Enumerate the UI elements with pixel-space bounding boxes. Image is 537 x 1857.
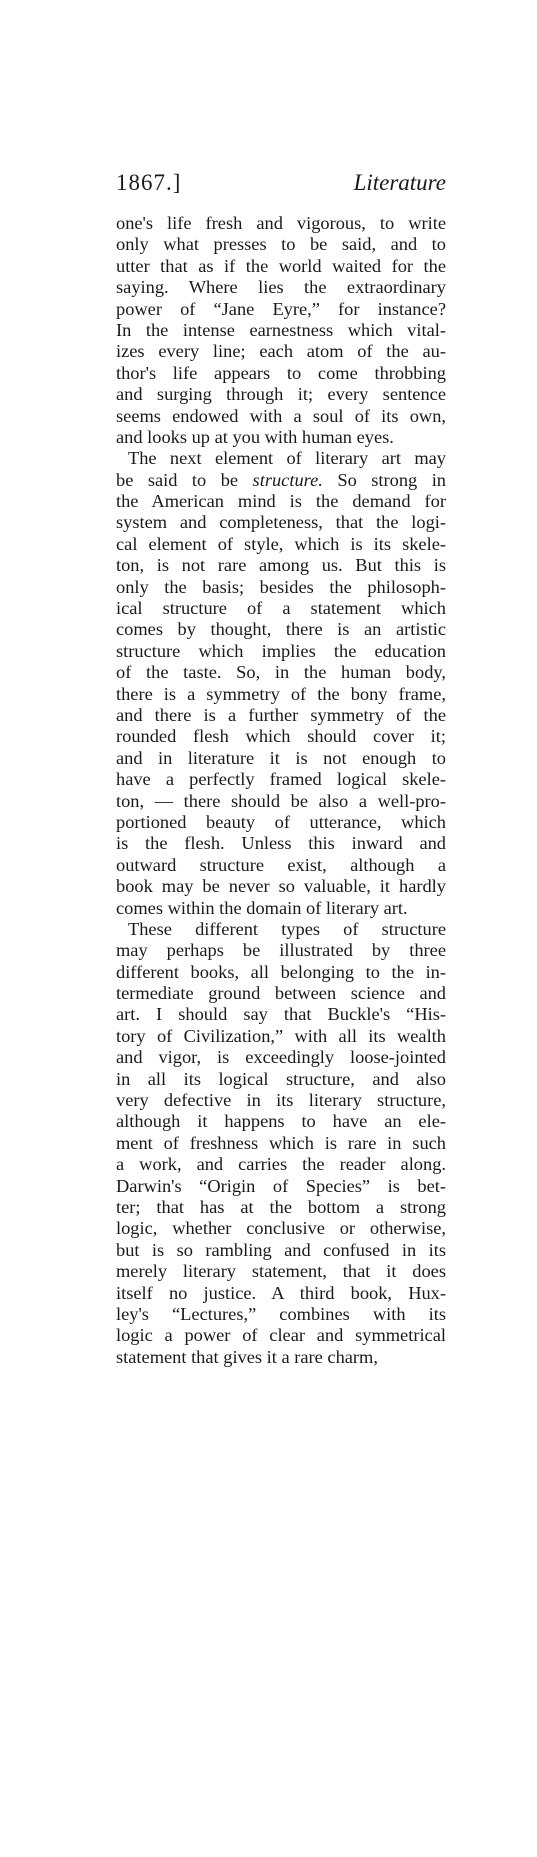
text-line: izes every line; each atom of the au- — [116, 341, 446, 362]
text-line: These different types of structure — [128, 918, 446, 939]
body-text — [116, 213, 446, 1368]
text-line: termediate ground between science and — [116, 983, 446, 1004]
text-line: power of “Jane Eyre,” for instance? — [116, 298, 446, 319]
text-line: art. I should say that Buckle's “His- — [116, 1004, 446, 1025]
text-line: ton, is not rare among us. But this is — [116, 555, 446, 576]
text-line: logic a power of clear and symmetrical — [116, 1325, 446, 1346]
text-line: ley's “Lectures,” combines with its — [116, 1303, 446, 1324]
text-line: thor's life appears to come throbbing — [116, 362, 446, 383]
text-line: have a perfectly framed logical skele- — [116, 769, 446, 790]
text-line: only the basis; besides the philosoph- — [116, 576, 446, 597]
text-line: seems endowed with a soul of its own, — [116, 405, 446, 426]
text-line: and there is a further symmetry of the — [116, 704, 446, 725]
paragraph — [116, 448, 446, 919]
text-line: and looks up at you with human eyes. — [116, 426, 394, 447]
text-line: very defective in its literary structure, — [116, 1090, 446, 1111]
text-line: The next element of literary art may — [128, 448, 446, 469]
paragraph — [116, 213, 446, 448]
text-line: is the flesh. Unless this inward and — [116, 833, 446, 854]
text-line: ical structure of a statement which — [116, 598, 446, 619]
text-line: and surging through it; every sentence — [116, 384, 446, 405]
text-line: tory of Civilization,” with all its wealth — [116, 1025, 446, 1046]
text-line: in all its logical structure, and also — [116, 1068, 446, 1089]
page-year: 1867.] — [116, 170, 182, 195]
text-line: there is a symmetry of the bony frame, — [116, 683, 446, 704]
text-line: different books, all belonging to the in- — [116, 961, 446, 982]
text-line: structure which implies the education — [116, 640, 446, 661]
text-line: portioned beauty of utterance, which — [116, 811, 446, 832]
text-line: statement that gives it a rare charm, — [116, 1346, 378, 1367]
text-line: outward structure exist, although a — [116, 854, 446, 875]
text-line: rounded flesh which should cover it; — [116, 726, 446, 747]
text-line: although it happens to have an ele- — [116, 1111, 446, 1132]
paragraph — [116, 919, 446, 1368]
running-head — [116, 170, 446, 200]
text-line: be said to be structure. So strong in — [116, 469, 446, 490]
text-line: and vigor, is exceedingly loose-jointed — [116, 1047, 446, 1068]
text-line: and in literature it is not enough to — [116, 747, 446, 768]
text-line: comes by thought, there is an artistic — [116, 619, 446, 640]
text-line: In the intense earnestness which vital- — [116, 319, 446, 340]
text-line: but is so rambling and confused in its — [116, 1239, 446, 1260]
text-line: merely literary statement, that it does — [116, 1261, 446, 1282]
text-line: a work, and carries the reader along. — [116, 1154, 446, 1175]
text-line: saying. Where lies the extraordinary — [116, 277, 446, 298]
text-line: only what presses to be said, and to — [116, 234, 446, 255]
text-line: utter that as if the world waited for the — [116, 255, 446, 276]
text-line: ment of freshness which is rare in such — [116, 1132, 446, 1153]
text-line: the American mind is the demand for — [116, 491, 446, 512]
text-line: comes within the domain of literary art. — [116, 897, 408, 918]
text-line: ter; that has at the bottom a strong — [116, 1196, 446, 1217]
text-line: itself no justice. A third book, Hux- — [116, 1282, 446, 1303]
text-line: logic, whether conclusive or otherwise, — [116, 1218, 446, 1239]
text-line: book may be never so valuable, it hardly — [116, 876, 446, 897]
text-line: one's life fresh and vigorous, to write — [116, 213, 446, 233]
text-line: system and completeness, that the logi- — [116, 512, 446, 533]
text-line: may perhaps be illustrated by three — [116, 940, 446, 961]
text-line: Darwin's “Origin of Species” is bet- — [116, 1175, 446, 1196]
section-title: Literature — [353, 170, 446, 195]
text-line: of the taste. So, in the human body, — [116, 662, 446, 683]
text-line: cal element of style, which is its skele- — [116, 533, 446, 554]
text-line: ton, — there should be also a well-pro- — [116, 790, 446, 811]
